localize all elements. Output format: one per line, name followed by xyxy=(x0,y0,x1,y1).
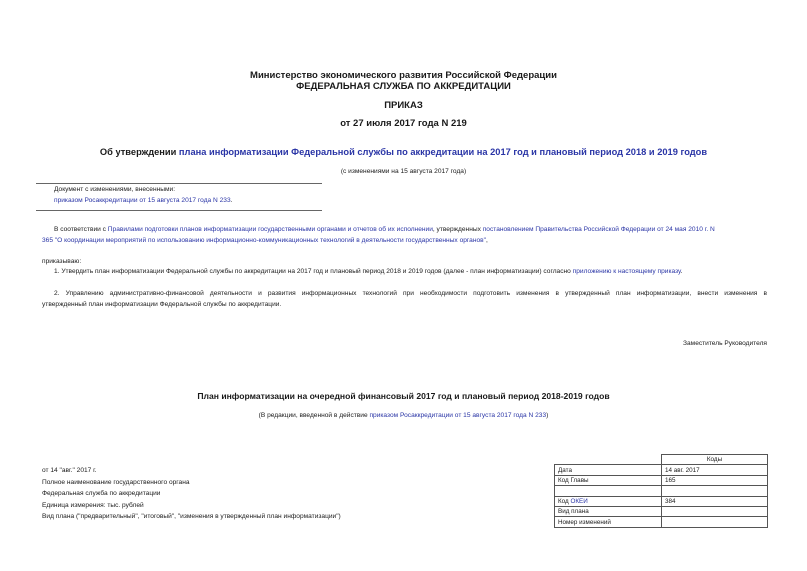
item-2-line2: утвержденный план информатизации Федеральной службы по аккредитации. xyxy=(42,301,282,308)
doc-type: ПРИКАЗ xyxy=(384,100,423,111)
title-plan-link[interactable]: плана информатизации Федеральной службы по аккредитации на 2017 год и плановый период 2018 и 2019 годов xyxy=(178,147,708,157)
unit-label: Единица измерения: тыс. рублей xyxy=(42,502,144,509)
signature: Заместитель Руководителя xyxy=(683,340,767,347)
service-name: ФЕДЕРАЛЬНАЯ СЛУЖБА ПО АККРЕДИТАЦИИ xyxy=(296,81,511,92)
table-row xyxy=(555,475,768,485)
row-label: Дата xyxy=(555,465,662,475)
title-prefix: Об утверждении xyxy=(99,147,179,157)
changes-line xyxy=(54,197,233,204)
resolution-link-part1[interactable]: постановлением Правительства Российской Федерации от 24 мая 2010 г. N xyxy=(482,226,715,233)
preamble-text-2: , утвержденных xyxy=(432,226,483,233)
changes-link[interactable]: приказом Росаккредитации от 15 августа 2017 года N 233 xyxy=(54,197,231,204)
changes-top-rule xyxy=(36,183,322,184)
preamble-text-3: , xyxy=(485,237,488,244)
changes-end: . xyxy=(230,197,233,204)
row-value: 14 авг. 2017 xyxy=(662,465,768,475)
row-value: 384 xyxy=(662,496,768,506)
preamble-text-1: В соответствии с xyxy=(54,226,108,233)
item-1 xyxy=(54,266,784,277)
document-title xyxy=(0,147,807,157)
row-label xyxy=(555,496,662,506)
plan-title: План информатизации на очередной финансовый 2017 год и плановый период 2018-2019 годов xyxy=(197,391,610,401)
form-date: от 14 "авг." 2017 г. xyxy=(42,467,97,474)
table-row xyxy=(555,506,768,516)
table-row xyxy=(555,465,768,475)
ministry-name: Министерство экономического развития Российской Федерации xyxy=(250,70,557,81)
okei-link[interactable]: ОКЕИ xyxy=(570,497,588,505)
row-label: Номер изменений xyxy=(555,517,662,527)
codes-table xyxy=(554,454,768,528)
org-label: Полное наименование государственного органа xyxy=(42,479,190,486)
okei-prefix: Код xyxy=(558,497,571,505)
order-word: приказываю: xyxy=(42,258,82,265)
item-2-line1: 2. Управлению административно-финансовой деятельности и развития информационных технологий при необходимости подготовить изменения в утвержденный план информатизации, внести изменения в xyxy=(54,290,767,297)
row-value: 165 xyxy=(662,475,768,485)
changes-label: Документ с изменениями, внесенными: xyxy=(54,186,176,193)
plan-edition xyxy=(0,412,807,419)
row-label: Вид плана xyxy=(555,506,662,516)
row-value xyxy=(662,486,768,496)
table-row xyxy=(555,517,768,527)
row-label xyxy=(555,486,662,496)
amend-note: (с изменениями на 15 августа 2017 года) xyxy=(340,168,467,175)
preamble-line1 xyxy=(54,224,774,235)
table-row xyxy=(555,486,768,496)
row-label: Код Главы xyxy=(555,475,662,485)
codes-header-spacer xyxy=(555,455,662,465)
item-1-end: . xyxy=(680,268,683,275)
table-row xyxy=(555,496,768,506)
row-value xyxy=(662,517,768,527)
doc-date-number: от 27 июля 2017 года N 219 xyxy=(340,118,467,129)
item-1-text: 1. Утвердить план информатизации Федеральной службы по аккредитации на 2017 год и плановый период 2018 и 2019 годов (далее - план информатизации) согласно xyxy=(54,268,573,275)
resolution-link-part2[interactable]: 365 "О координации мероприятий по использованию информационно-коммуникационных технологий в деятельности государственных органов" xyxy=(42,237,486,244)
preamble-line2 xyxy=(42,235,782,246)
row-value xyxy=(662,506,768,516)
edition-post: ) xyxy=(546,412,549,419)
codes-header-row xyxy=(555,455,768,465)
appendix-link[interactable]: приложению к настоящему приказу xyxy=(572,268,681,275)
codes-header: Коды xyxy=(662,455,768,465)
org-name: Федеральная служба по аккредитации xyxy=(42,490,161,497)
edition-pre: (В редакции, введенной в действие xyxy=(258,412,370,419)
rules-link[interactable]: Правилами подготовки планов информатизации государственными органами и отчетов об их исполнении xyxy=(107,226,433,233)
edition-link[interactable]: приказом Росаккредитации от 15 августа 2017 года N 233 xyxy=(369,412,547,419)
changes-bottom-rule xyxy=(36,210,322,211)
plan-type-label: Вид плана ("предварительный", "итоговый", "изменения в утвержденный план информатизации") xyxy=(42,513,341,520)
